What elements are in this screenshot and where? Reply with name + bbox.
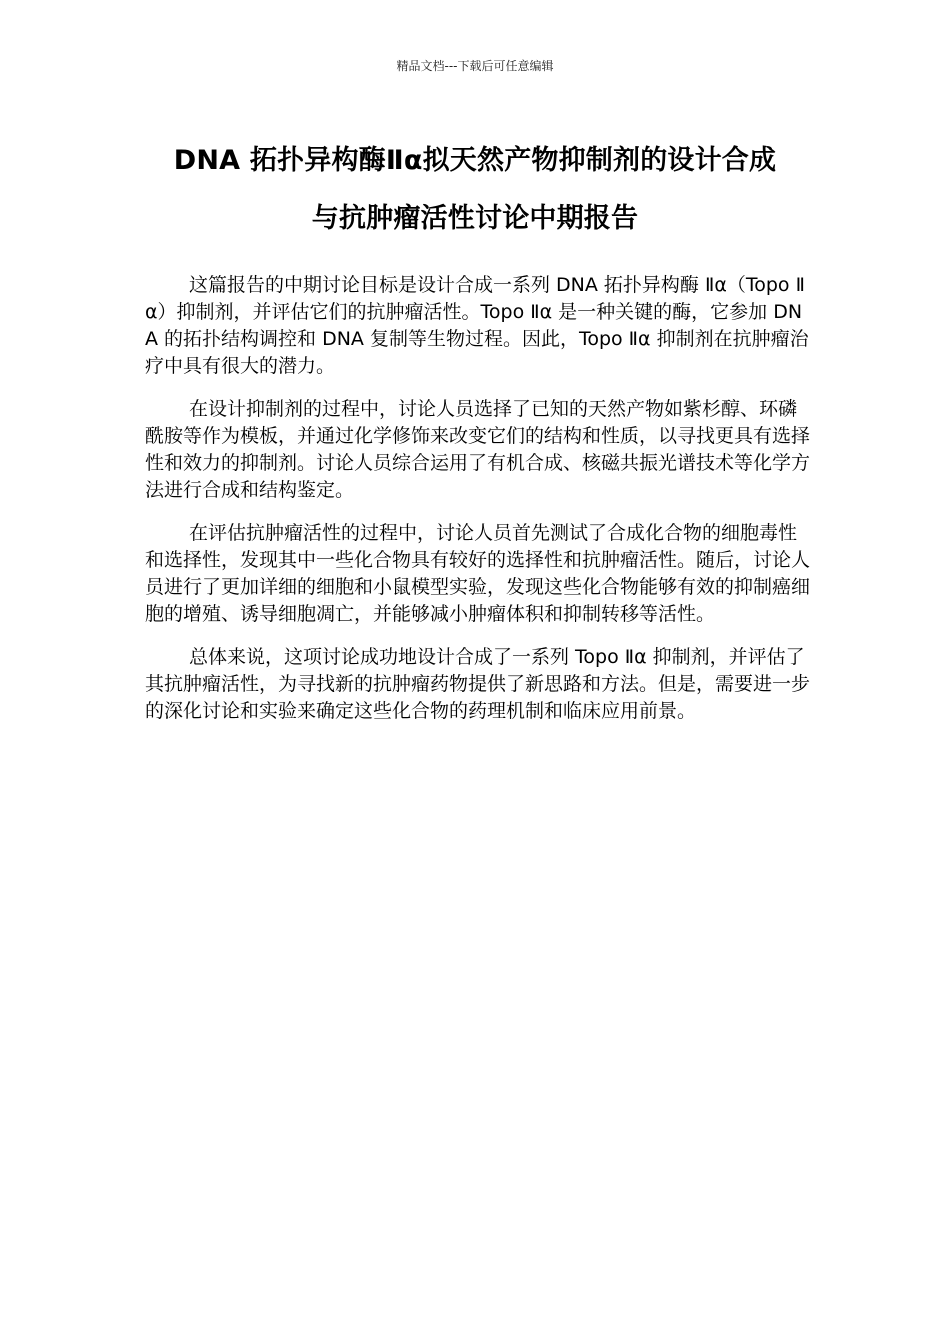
paragraph-intro: 这篇报告的中期讨论目标是设计合成一系列 DNA 拓扑异构酶 Ⅱα（Topo Ⅱα）抑制剂，并评估它们的抗肿瘤活性。Topo Ⅱα 是一种关键的酶，它参加 DNA 的拓扑结构调控和 DNA 复制等生物过程。因此，Topo Ⅱα 抑制剂在抗肿瘤治疗中具有很大的潜力。 [145,274,809,377]
paragraph-design: 在设计抑制剂的过程中，讨论人员选择了已知的天然产物如紫杉醇、环磷酰胺等作为模板，并通过化学修饰来改变它们的结构和性质，以寻找更具有选择性和效力的抑制剂。讨论人员综合运用了有机合成、核磁共振光谱技术等化学方法进行合成和结构鉴定。 [145,398,811,501]
paragraph-conclusion: 总体来说，这项讨论成功地设计合成了一系列 Topo Ⅱα 抑制剂，并评估了其抗肿瘤活性，为寻找新的抗肿瘤药物提供了新思路和方法。但是，需要进一步的深化讨论和实验来确定这些化合物的药理机制和临床应用前景。 [145,646,811,722]
title-line-2: 与抗肿瘤活性讨论中期报告 [311,203,639,234]
title-line-1: DNA 拓扑异构酶Ⅱα拟天然产物抑制剂的设计合成 [173,145,777,176]
document-title [140,132,810,248]
page-header: 精品文档---下载后可任意编辑 [396,59,554,73]
paragraph-evaluation: 在评估抗肿瘤活性的过程中，讨论人员首先测试了合成化合物的细胞毒性和选择性，发现其中一些化合物具有较好的选择性和抗肿瘤活性。随后，讨论人员进行了更加详细的细胞和小鼠模型实验，发现这些化合物能够有效的抑制癌细胞的增殖、诱导细胞凋亡，并能够减小肿瘤体积和抑制转移等活性。 [145,522,811,625]
document-body [145,272,813,741]
